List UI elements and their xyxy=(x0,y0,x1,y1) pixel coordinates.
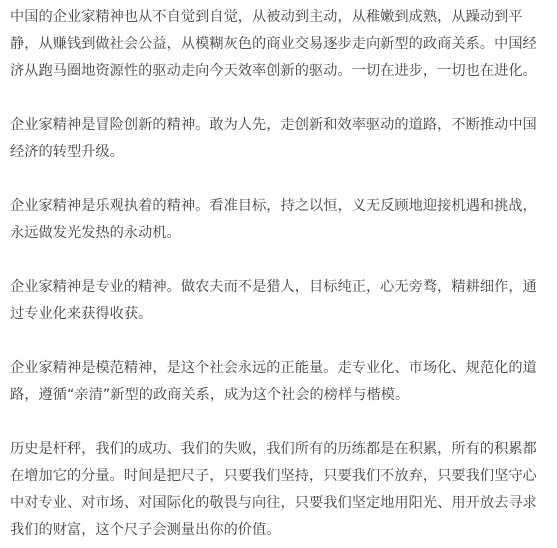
paragraph-innovation: 企业家精神是冒险创新的精神。敢为人先，走创新和效率驱动的道路，不断推动中国经济的转型升级。 xyxy=(10,117,537,160)
paragraph-evolution: 中国的企业家精神也从不自觉到自觉，从被动到主动，从稚嫩到成熟，从躁动到平静，从赚钱到做社会公益，从模糊灰色的商业交易逐步走向新型的政商关系。中国经济从跑马圈地资源性的驱动走向今天效率创新的驱动。一切在进步，一切也在进化。 xyxy=(10,9,537,79)
paragraph-role-model: 企业家精神是模范精神，是这个社会永远的正能量。走专业化、市场化、规范化的道路，遵循“亲清”新型的政商关系，成为这个社会的榜样与楷模。 xyxy=(10,360,537,403)
article-body xyxy=(10,4,551,544)
paragraph-persistence: 企业家精神是乐观执着的精神。看准目标，持之以恒，义无反顾地迎接机遇和挑战，永远做发光发热的永动机。 xyxy=(10,198,537,241)
paragraph-professionalism: 企业家精神是专业的精神。做农夫而不是猎人，目标纯正，心无旁骛，精耕细作，通过专业化来获得收获。 xyxy=(10,279,537,322)
paragraph-history-scale: 历史是杆秤，我们的成功、我们的失败，我们所有的历练都是在积累，所有的积累都在增加它的分量。时间是把尺子，只要我们坚持，只要我们不放弃，只要我们坚守心中对专业、对市场、对国际化的敬畏与向往，只要我们坚定地用阳光、用开放去寻求我们的财富，这个尺子会测量出你的价值。 xyxy=(10,441,537,538)
